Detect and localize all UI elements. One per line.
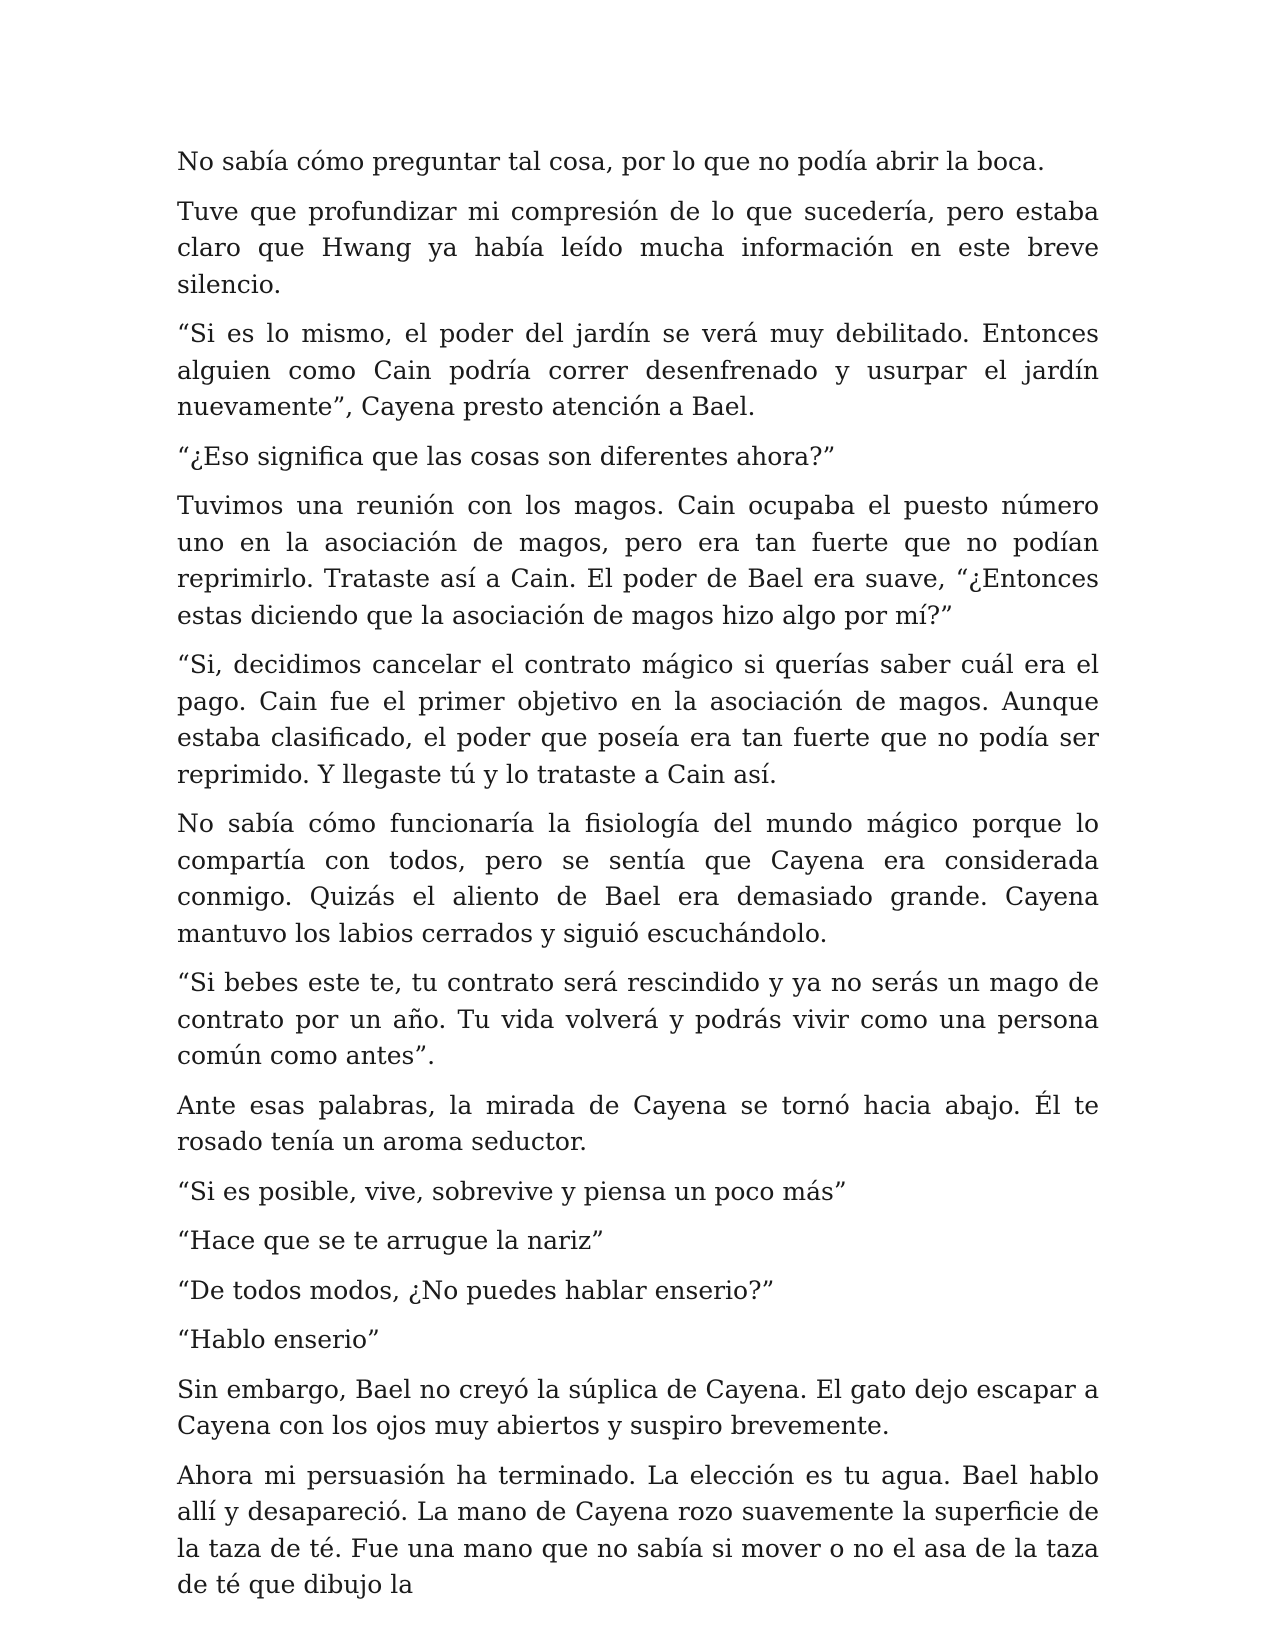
paragraph: “¿Eso significa que las cosas son diferentes ahora?” xyxy=(177,441,836,471)
paragraph: “Hace que se te arrugue la nariz” xyxy=(177,1226,604,1255)
paragraph: Ante esas palabras, la mirada de Cayena se tornó hacia abajo. Él te rosado tenía un aroma seductor. xyxy=(177,1090,1099,1156)
paragraph: Tuvimos una reunión con los magos. Cain ocupaba el puesto número uno en la asociación de magos, pero era tan fuerte que no podían reprimirlo. Trataste así a Cain. El poder de Bael era suave, “¿Entonces estas diciendo que la asociación de magos hizo algo por mí?” xyxy=(177,491,1099,630)
paragraph: “Si, decidimos cancelar el contrato mágico si querías saber cuál era el pago. Cain fue el primer objetivo en la asociación de magos. Aunque estaba clasificado, el poder que poseía era tan fuerte que no podía ser reprimido. Y llegaste tú y lo trataste a Cain así. xyxy=(177,650,1099,789)
paragraph: Sin embargo, Bael no creyó la súplica de Cayena. El gato dejo escapar a Cayena con los ojos muy abiertos y suspiro brevemente. xyxy=(177,1374,1099,1440)
paragraph: No sabía cómo preguntar tal cosa, por lo que no podía abrir la boca. xyxy=(177,147,1045,176)
paragraph: Tuve que profundizar mi compresión de lo que sucedería, pero estaba claro que Hwang ya había leído mucha información en este breve silencio. xyxy=(177,196,1099,299)
paragraph: No sabía cómo funcionaría la fisiología del mundo mágico porque lo compartía con todos, pero se sentía que Cayena era considerada conmigo. Quizás el aliento de Bael era demasiado grande. Cayena mantuvo los labios cerrados y siguió escuchándolo. xyxy=(177,809,1099,948)
paragraph: “Hablo enserio” xyxy=(177,1325,380,1354)
paragraph: Ahora mi persuasión ha terminado. La elección es tu agua. Bael hablo allí y desapareció. La mano de Cayena rozo suavemente la superficie de la taza de té. Fue una mano que no sabía si mover o no el asa de la taza de té que dibujo la xyxy=(177,1460,1099,1599)
body-text xyxy=(177,144,1099,1617)
paragraph: “Si bebes este te, tu contrato será rescindido y ya no serás un mago de contrato por un año. Tu vida volverá y podrás vivir como una persona común como antes”. xyxy=(177,968,1099,1070)
paragraph: “De todos modos, ¿No puedes hablar enserio?” xyxy=(177,1275,775,1305)
paragraph: “Si es lo mismo, el poder del jardín se verá muy debilitado. Entonces alguien como Cain podría correr desenfrenado y usurpar el jardín nuevamente”, Cayena presto atención a Bael. xyxy=(177,319,1099,421)
paragraph: “Si es posible, vive, sobrevive y piensa un poco más” xyxy=(177,1176,847,1206)
